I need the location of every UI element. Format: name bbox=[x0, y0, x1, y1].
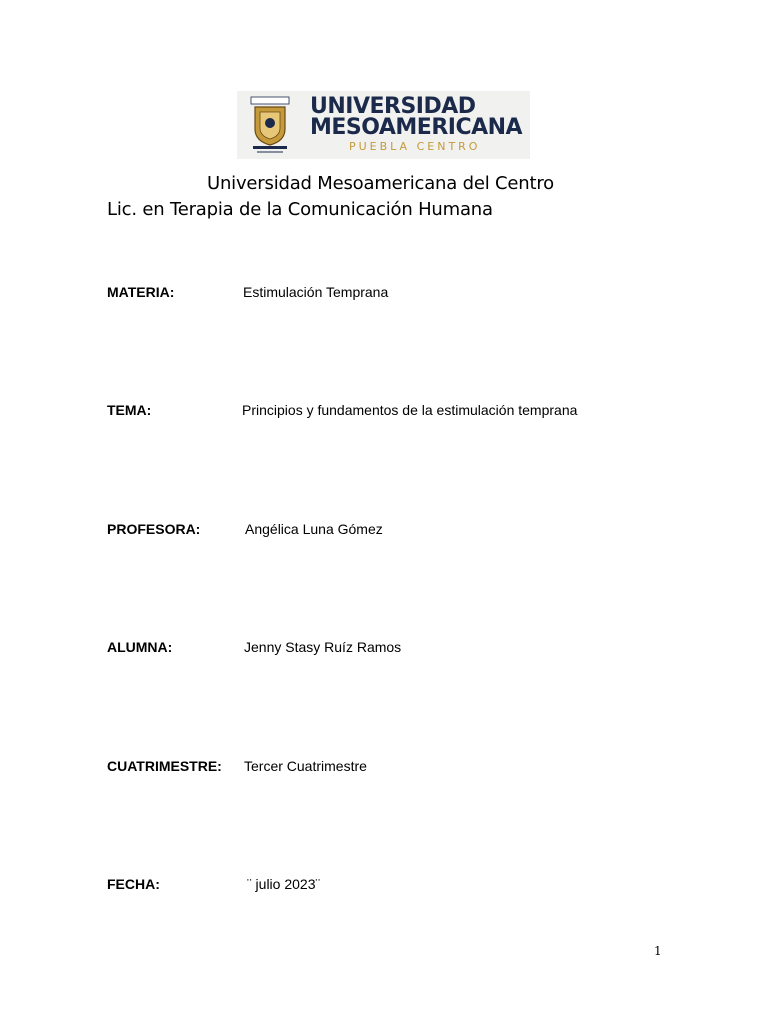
field-label-tema: TEMA: bbox=[107, 402, 152, 418]
field-value-alumna: Jenny Stasy Ruíz Ramos bbox=[244, 639, 402, 655]
field-value-tema: Principios y fundamentos de la estimulación temprana bbox=[242, 402, 578, 418]
field-label-cuatrimestre: CUATRIMESTRE: bbox=[107, 758, 222, 774]
field-value-cuatrimestre: Tercer Cuatrimestre bbox=[244, 758, 367, 774]
degree-title: Lic. en Terapia de la Comunicación Humana bbox=[107, 199, 493, 220]
page-number: 1 bbox=[654, 944, 662, 958]
university-name: Universidad Mesoamericana del Centro bbox=[207, 173, 554, 194]
field-label-profesora: PROFESORA: bbox=[107, 521, 201, 537]
field-label-alumna: ALUMNA: bbox=[107, 639, 173, 655]
field-label-fecha: FECHA: bbox=[107, 876, 160, 892]
university-logo bbox=[237, 91, 530, 159]
field-value-profesora: Angélica Luna Gómez bbox=[245, 521, 383, 537]
logo-wordmark-line1: UNIVERSIDAD bbox=[310, 94, 476, 119]
field-value-fecha: ¨ julio 2023¨ bbox=[247, 876, 321, 892]
field-value-materia: Estimulación Temprana bbox=[243, 284, 389, 300]
field-label-materia: MATERIA: bbox=[107, 284, 175, 300]
shield-crest-icon bbox=[247, 95, 305, 155]
logo-wordmark-line2: MESOAMERICANA bbox=[310, 115, 523, 140]
logo-campus-line: PUEBLA CENTRO bbox=[349, 140, 481, 153]
